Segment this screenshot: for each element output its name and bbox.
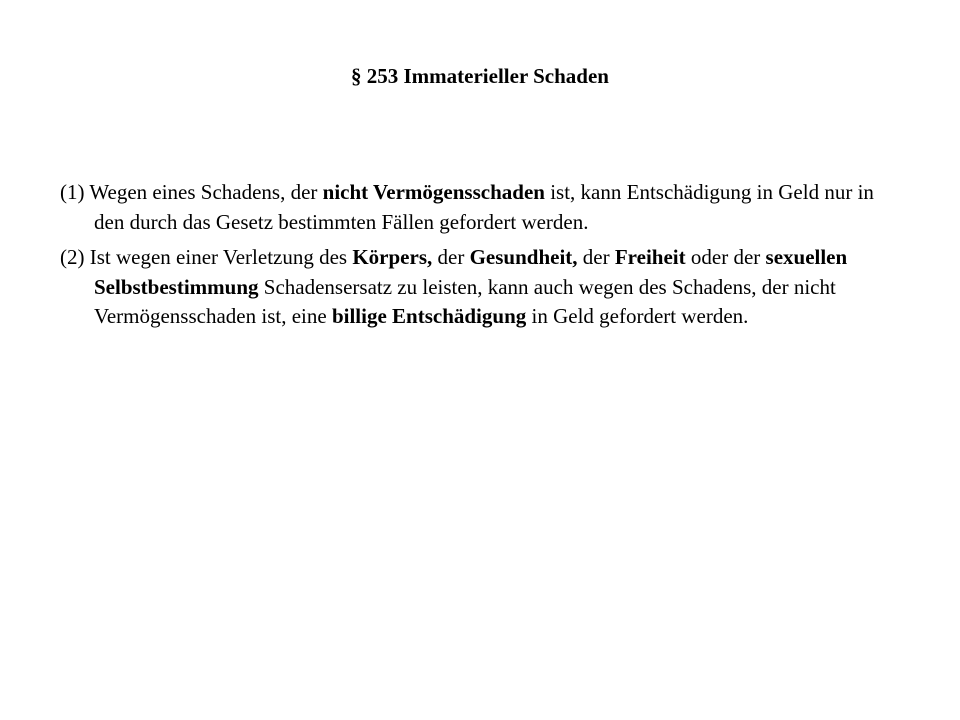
paragraph-1 xyxy=(60,178,890,237)
bold-segment: nicht Vermögensschaden xyxy=(322,180,545,204)
text-segment: in Geld gefordert werden. xyxy=(526,304,749,328)
text-segment: Schadensersatz zu leisten, kann auch wegen des Schadens, der nicht Vermögensschaden ist, eine xyxy=(94,274,836,328)
bold-segment: sexuellen Selbstbestimmung xyxy=(94,245,848,299)
bold-segment: billige Entschädigung xyxy=(331,304,527,328)
text-segment: oder der xyxy=(685,245,766,269)
paragraph-2 xyxy=(60,243,890,332)
text-segment: (2) Ist wegen einer Verletzung des xyxy=(60,245,353,269)
text-segment: ist, kann Entschädigung in Geld nur in den durch das Gesetz bestimmten Fällen gefordert werden. xyxy=(94,180,874,234)
text-segment: (1) Wegen eines Schadens, der xyxy=(60,180,323,204)
bold-segment: Körpers, xyxy=(352,245,433,269)
text-segment: der xyxy=(432,245,470,269)
bold-segment: Gesundheit, xyxy=(469,245,578,269)
document-body xyxy=(60,178,890,338)
page-title: § 253 Immaterieller Schaden xyxy=(351,64,609,88)
bold-segment: Freiheit xyxy=(614,245,686,269)
text-segment: der xyxy=(577,245,615,269)
